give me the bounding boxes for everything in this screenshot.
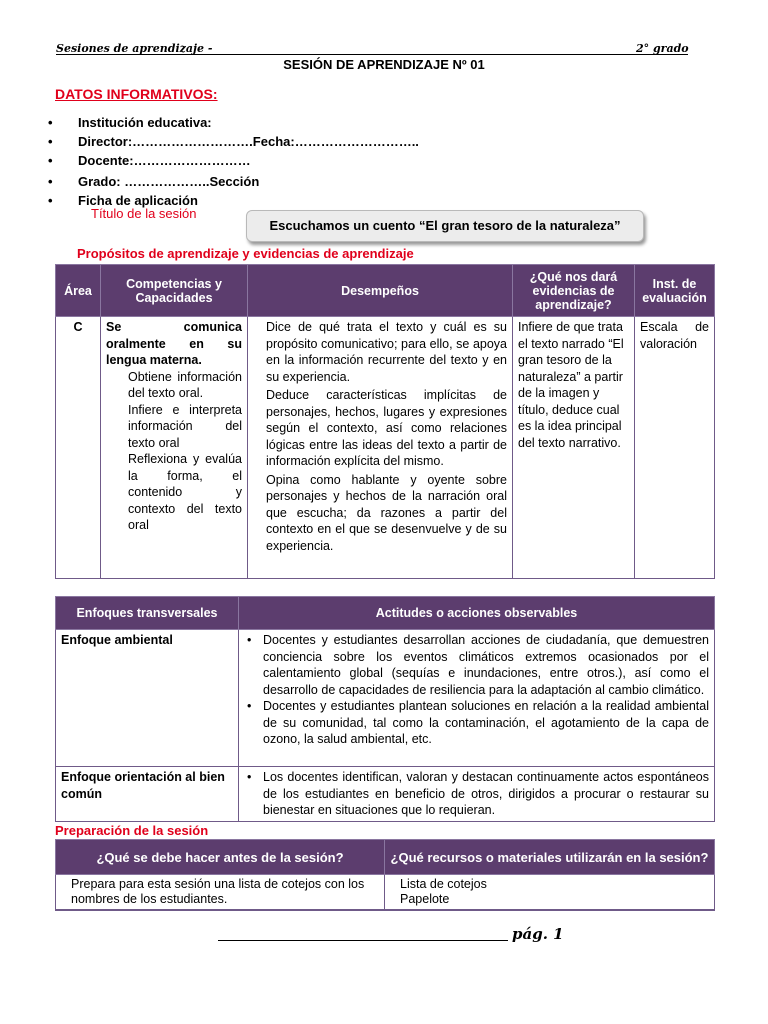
- ambiental-actitudes-cell: [239, 630, 715, 767]
- page-number: pág. 1: [512, 925, 564, 943]
- enfoque-ambiental-cell: Enfoque ambiental: [56, 630, 239, 767]
- preparacion-table: [55, 839, 715, 911]
- info-list: [48, 113, 468, 210]
- instrumento-cell: Escala de valoración: [635, 317, 715, 579]
- th-desempenos: Desempeños: [248, 265, 513, 317]
- enfoque-bien-comun-cell: Enfoque orientación al bien común: [56, 767, 239, 822]
- capacidad-2: Infiere e interpreta información del texto oral: [128, 402, 242, 450]
- th-antes: ¿Qué se debe hacer antes de la sesión?: [56, 840, 385, 875]
- th-evidencias: ¿Qué nos dará evidencias de aprendizaje?: [513, 265, 635, 317]
- page-title: SESIÓN DE APRENDIZAJE Nº 01: [283, 57, 485, 72]
- bien-comun-item-1: • Los docentes identifican, valoran y destacan continuamente actos espontáneos de los estudiantes en beneficio de otros, dirigidos a procurar o restaurar su bienestar en situaciones que lo requieran.: [244, 769, 709, 819]
- ambiental-item-1: • Docentes y estudiantes desarrollan acciones de ciudadanía, que demuestren conciencia sobre los eventos climáticos extremos ocasionados por el calentamiento global (sequías e inundaciones, entre otros.), así como el desarrollo de capacidades de resiliencia para la adaptación al cambio climático.: [244, 632, 709, 698]
- propositos-table: [55, 264, 715, 579]
- footer-rule: [218, 940, 508, 941]
- recurso-2: Papelote: [400, 892, 450, 906]
- antes-cell: Prepara para esta sesión una lista de cotejos con los nombres de los estudiantes.: [56, 875, 385, 911]
- info-institucion: • Institución educativa:: [48, 113, 468, 132]
- th-enfoques: Enfoques transversales: [56, 597, 239, 630]
- propositos-label: Propósitos de aprendizaje y evidencias de aprendizaje: [77, 246, 414, 261]
- header-left: Sesiones de aprendizaje -: [56, 42, 213, 55]
- bien-comun-actitudes-cell: [239, 767, 715, 822]
- competencias-cell: [101, 317, 248, 579]
- desempeno-3: Opina como hablante y oyente sobre personajes y hechos de la narración oral que escucha; da razones a partir del contexto en el que se desenvuelve y de su experiencia.: [266, 472, 507, 553]
- th-instrumento: Inst. de evaluación: [635, 265, 715, 317]
- enfoques-table: [55, 596, 715, 822]
- info-director: • Director:……………………….Fecha:………………………..: [48, 132, 468, 151]
- evidencia-cell: Infiere de que trata el texto narrado “El gran tesoro de la naturaleza” a partir de la imagen y título, deduce cual es la idea principal del texto narrativo.: [513, 317, 635, 579]
- info-ficha: • Ficha de aplicación: [48, 191, 468, 210]
- competencia-text: Se comunica oralmente en su lengua materna.: [106, 320, 242, 367]
- th-actitudes: Actitudes o acciones observables: [239, 597, 715, 630]
- desempeno-1: Dice de qué trata el texto y cuál es su propósito comunicativo; para ello, se apoya en la información recurrente del texto y en su experiencia.: [266, 320, 507, 384]
- capacidad-3: Reflexiona y evalúa la forma, el contenido y contexto del texto oral: [128, 452, 242, 532]
- th-area: Área: [56, 265, 101, 317]
- datos-heading: DATOS INFORMATIVOS:: [55, 86, 218, 102]
- ambiental-item-2: • Docentes y estudiantes plantean soluciones en relación a la realidad ambiental de su comunidad, tal como la contaminación, el agotamiento de la capa de ozono, la salud ambiental, etc.: [244, 698, 709, 748]
- info-docente: • Docente:………………………: [48, 151, 468, 170]
- th-recursos: ¿Qué recursos o materiales utilizarán en la sesión?: [385, 840, 715, 875]
- th-competencias: Competencias y Capacidades: [101, 265, 248, 317]
- desempeno-2: Deduce características implícitas de personajes, hechos, lugares y expresiones según el contexto, así como relaciones lógicas entre las ideas del texto a partir de información explícita del mismo.: [266, 388, 507, 468]
- recursos-cell: [385, 875, 715, 911]
- desempenos-cell: [248, 317, 513, 579]
- recurso-1: Lista de cotejos: [400, 877, 487, 891]
- preparacion-label: Preparación de la sesión: [55, 823, 209, 838]
- header-rule: [56, 54, 688, 55]
- session-title-box: Escuchamos un cuento “El gran tesoro de la naturaleza”: [246, 210, 644, 242]
- header-right: 2° grado: [636, 42, 689, 55]
- area-cell: C: [56, 317, 101, 579]
- capacidad-1: Obtiene información del texto oral.: [128, 369, 242, 400]
- info-grado: • Grado: ………………..Sección: [48, 172, 468, 191]
- titulo-label: Título de la sesión: [91, 206, 197, 221]
